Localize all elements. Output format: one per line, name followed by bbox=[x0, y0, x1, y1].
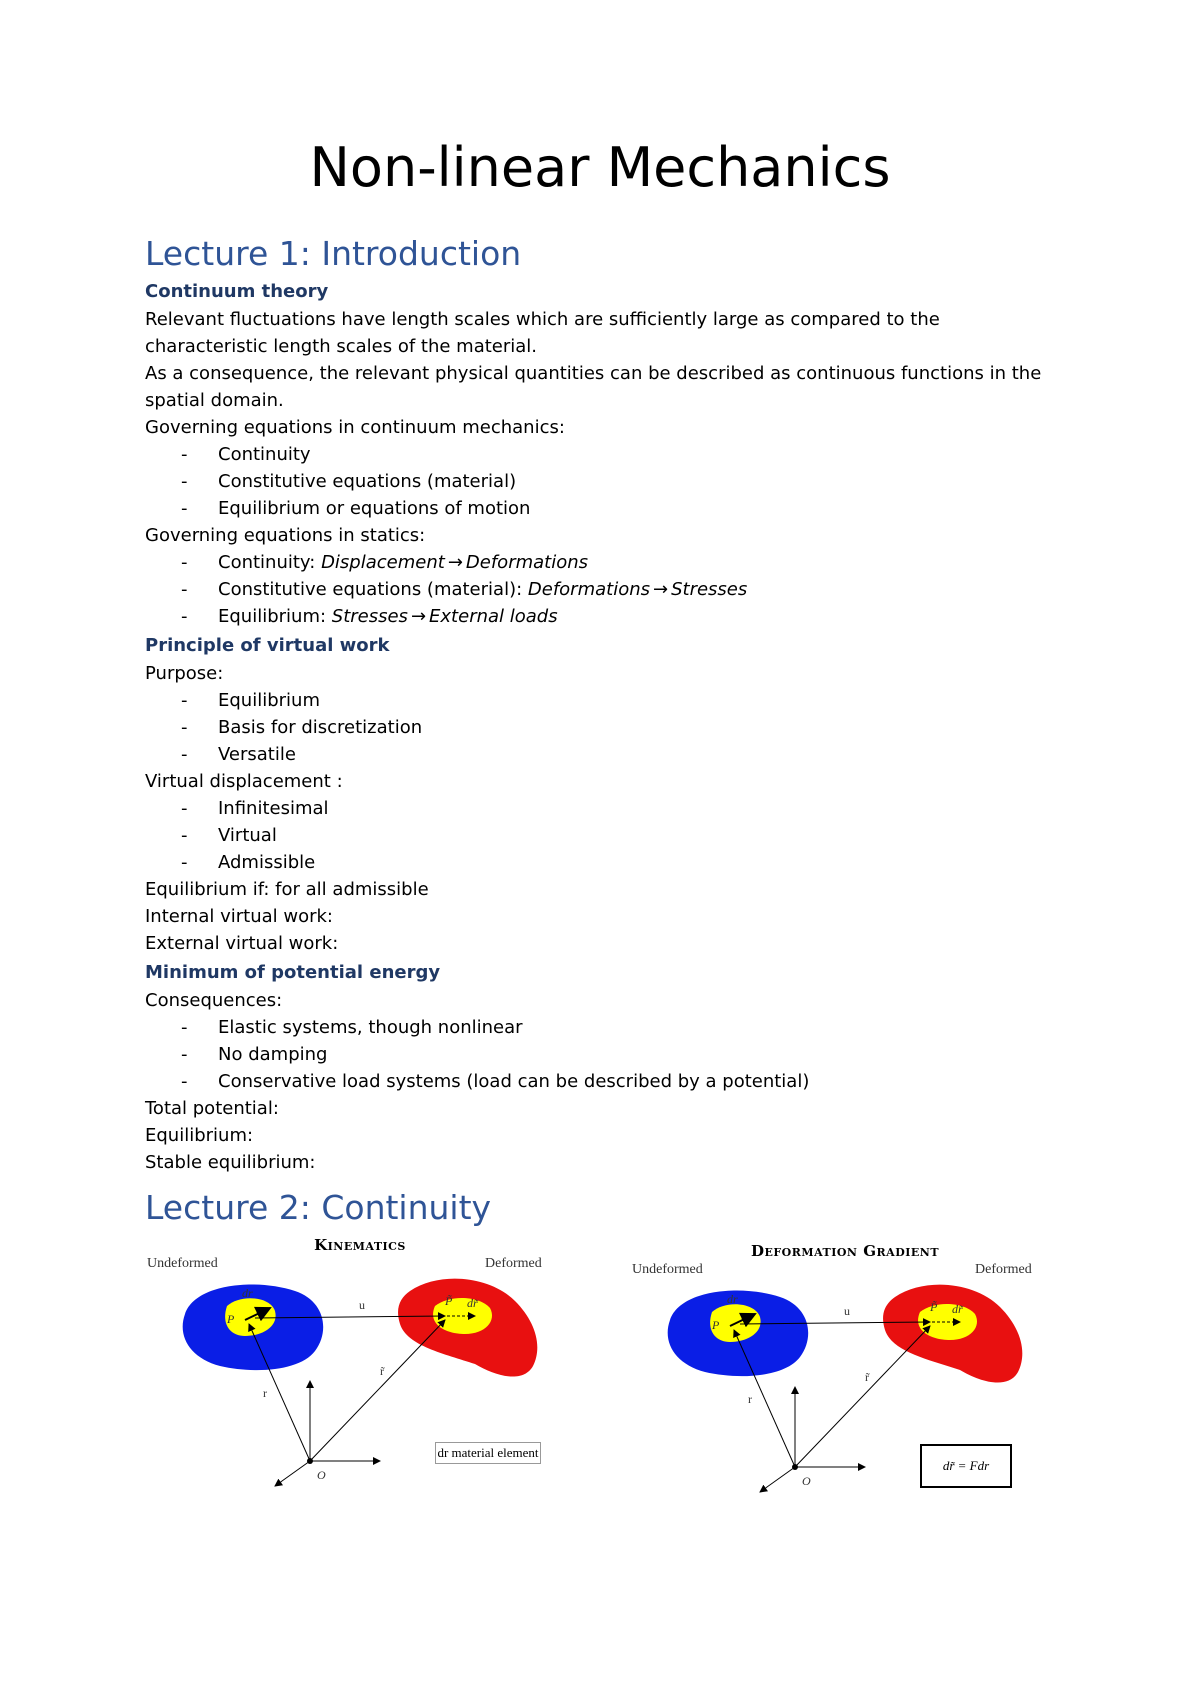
z-axis bbox=[760, 1467, 795, 1492]
deformation-gradient-figure bbox=[630, 1236, 1060, 1506]
list-item: - Virtual bbox=[145, 822, 1065, 849]
material-element-box: dr material element bbox=[435, 1442, 541, 1464]
continuum-theory-heading: Continuum theory bbox=[145, 281, 329, 302]
continuum-paragraph-2: As a consequence, the relevant physical quantities can be described as continuous functions in the spatial domain. bbox=[145, 363, 1042, 411]
governing-statics-label: Governing equations in statics: bbox=[145, 525, 426, 546]
list-item: - Versatile bbox=[145, 741, 1065, 768]
list-item: - Basis for discretization bbox=[145, 714, 1065, 741]
list-item bbox=[145, 603, 1065, 630]
statics-to: External loads bbox=[429, 606, 558, 627]
statics-label: Constitutive equations (material): bbox=[218, 579, 528, 600]
external-virtual-work: External virtual work: bbox=[145, 933, 339, 954]
r-label: r bbox=[263, 1386, 267, 1400]
arrow-right-icon: → bbox=[447, 552, 463, 573]
p-label: P bbox=[712, 1318, 720, 1332]
arrow-right-icon: → bbox=[410, 606, 427, 627]
virtual-displacement-label: Virtual displacement : bbox=[145, 771, 343, 792]
total-potential: Total potential: bbox=[145, 1098, 279, 1119]
governing-cm-label: Governing equations in continuum mechanics: bbox=[145, 417, 565, 438]
list-item: - Constitutive equations (material) bbox=[145, 468, 1065, 495]
list-item: - Equilibrium or equations of motion bbox=[145, 495, 1065, 522]
kinematics-figure bbox=[145, 1236, 575, 1506]
list-item bbox=[145, 549, 1065, 576]
origin-point bbox=[307, 1458, 313, 1464]
dr-tilde-label: dr̃ bbox=[467, 1296, 478, 1310]
list-item: - Equilibrium bbox=[145, 687, 1065, 714]
origin-point bbox=[792, 1464, 798, 1470]
purpose-label: Purpose: bbox=[145, 663, 224, 684]
deformed-label: Deformed bbox=[975, 1262, 1032, 1277]
governing-cm-list bbox=[145, 441, 1065, 522]
purpose-list bbox=[145, 687, 1065, 768]
stable-equilibrium: Stable equilibrium: bbox=[145, 1152, 316, 1173]
list-item bbox=[145, 576, 1065, 603]
statics-from: Stresses bbox=[331, 606, 408, 627]
p-label: P bbox=[227, 1312, 235, 1326]
statics-from: Deformations bbox=[527, 579, 650, 600]
dr-tilde-label: dr̃ bbox=[952, 1302, 963, 1316]
origin-label: O bbox=[802, 1474, 811, 1488]
equilibrium-condition: Equilibrium if: for all admissible bbox=[145, 879, 429, 900]
list-item: - Continuity bbox=[145, 441, 1065, 468]
u-label: u bbox=[359, 1298, 365, 1312]
list-item: - Conservative load systems (load can be described by a potential) bbox=[145, 1068, 1065, 1095]
u-label: u bbox=[844, 1304, 850, 1318]
deformation-gradient-title: Deformation Gradient bbox=[750, 1242, 940, 1260]
continuum-paragraph-1: Relevant fluctuations have length scales which are sufficiently large as compared to the characteristic length scales of the material. bbox=[145, 309, 940, 357]
r-label: r bbox=[748, 1392, 752, 1406]
p-tilde-label: P̃ bbox=[445, 1294, 453, 1308]
equilibrium-line: Equilibrium: bbox=[145, 1125, 254, 1146]
r-tilde-vector bbox=[795, 1326, 930, 1467]
min-potential-energy-heading: Minimum of potential energy bbox=[145, 962, 441, 983]
lecture-1-heading: Lecture 1: Introduction bbox=[145, 234, 522, 273]
list-item: - Infinitesimal bbox=[145, 795, 1065, 822]
document-title: Non-linear Mechanics bbox=[309, 136, 891, 199]
governing-statics-list bbox=[145, 549, 1065, 630]
internal-virtual-work: Internal virtual work: bbox=[145, 906, 333, 927]
r-tilde-label: r̃ bbox=[380, 1364, 384, 1378]
list-item: - Elastic systems, though nonlinear bbox=[145, 1014, 1065, 1041]
statics-to: Deformations bbox=[465, 552, 589, 573]
list-item: - Admissible bbox=[145, 849, 1065, 876]
r-tilde-vector bbox=[310, 1320, 445, 1461]
virtual-displacement-list bbox=[145, 795, 1065, 876]
statics-to: Stresses bbox=[671, 579, 748, 600]
origin-label: O bbox=[317, 1468, 326, 1482]
consequences-list bbox=[145, 1014, 1065, 1095]
p-tilde-label: P̃ bbox=[930, 1300, 938, 1314]
document-body bbox=[145, 232, 1065, 1506]
deformed-label: Deformed bbox=[485, 1256, 542, 1271]
z-axis bbox=[275, 1461, 310, 1486]
statics-from: Displacement bbox=[321, 552, 445, 573]
kinematics-figures bbox=[145, 1236, 1065, 1506]
undeformed-label: Undeformed bbox=[632, 1262, 703, 1277]
arrow-right-icon: → bbox=[653, 579, 669, 600]
undeformed-label: Undeformed bbox=[147, 1256, 218, 1271]
list-item: - No damping bbox=[145, 1041, 1065, 1068]
statics-label: Equilibrium: bbox=[218, 606, 332, 627]
dr-label: dr bbox=[242, 1286, 253, 1300]
statics-label: Continuity: bbox=[218, 552, 322, 573]
kinematics-diagram bbox=[145, 1236, 575, 1506]
deformation-gradient-box: dr̃ = Fdr bbox=[920, 1444, 1012, 1488]
dr-label: dr bbox=[727, 1292, 738, 1306]
virtual-work-heading: Principle of virtual work bbox=[145, 635, 390, 656]
kinematics-title: Kinematics bbox=[314, 1236, 406, 1254]
lecture-2-heading: Lecture 2: Continuity bbox=[145, 1188, 492, 1227]
r-tilde-label: r̃ bbox=[865, 1370, 869, 1384]
consequences-label: Consequences: bbox=[145, 990, 283, 1011]
